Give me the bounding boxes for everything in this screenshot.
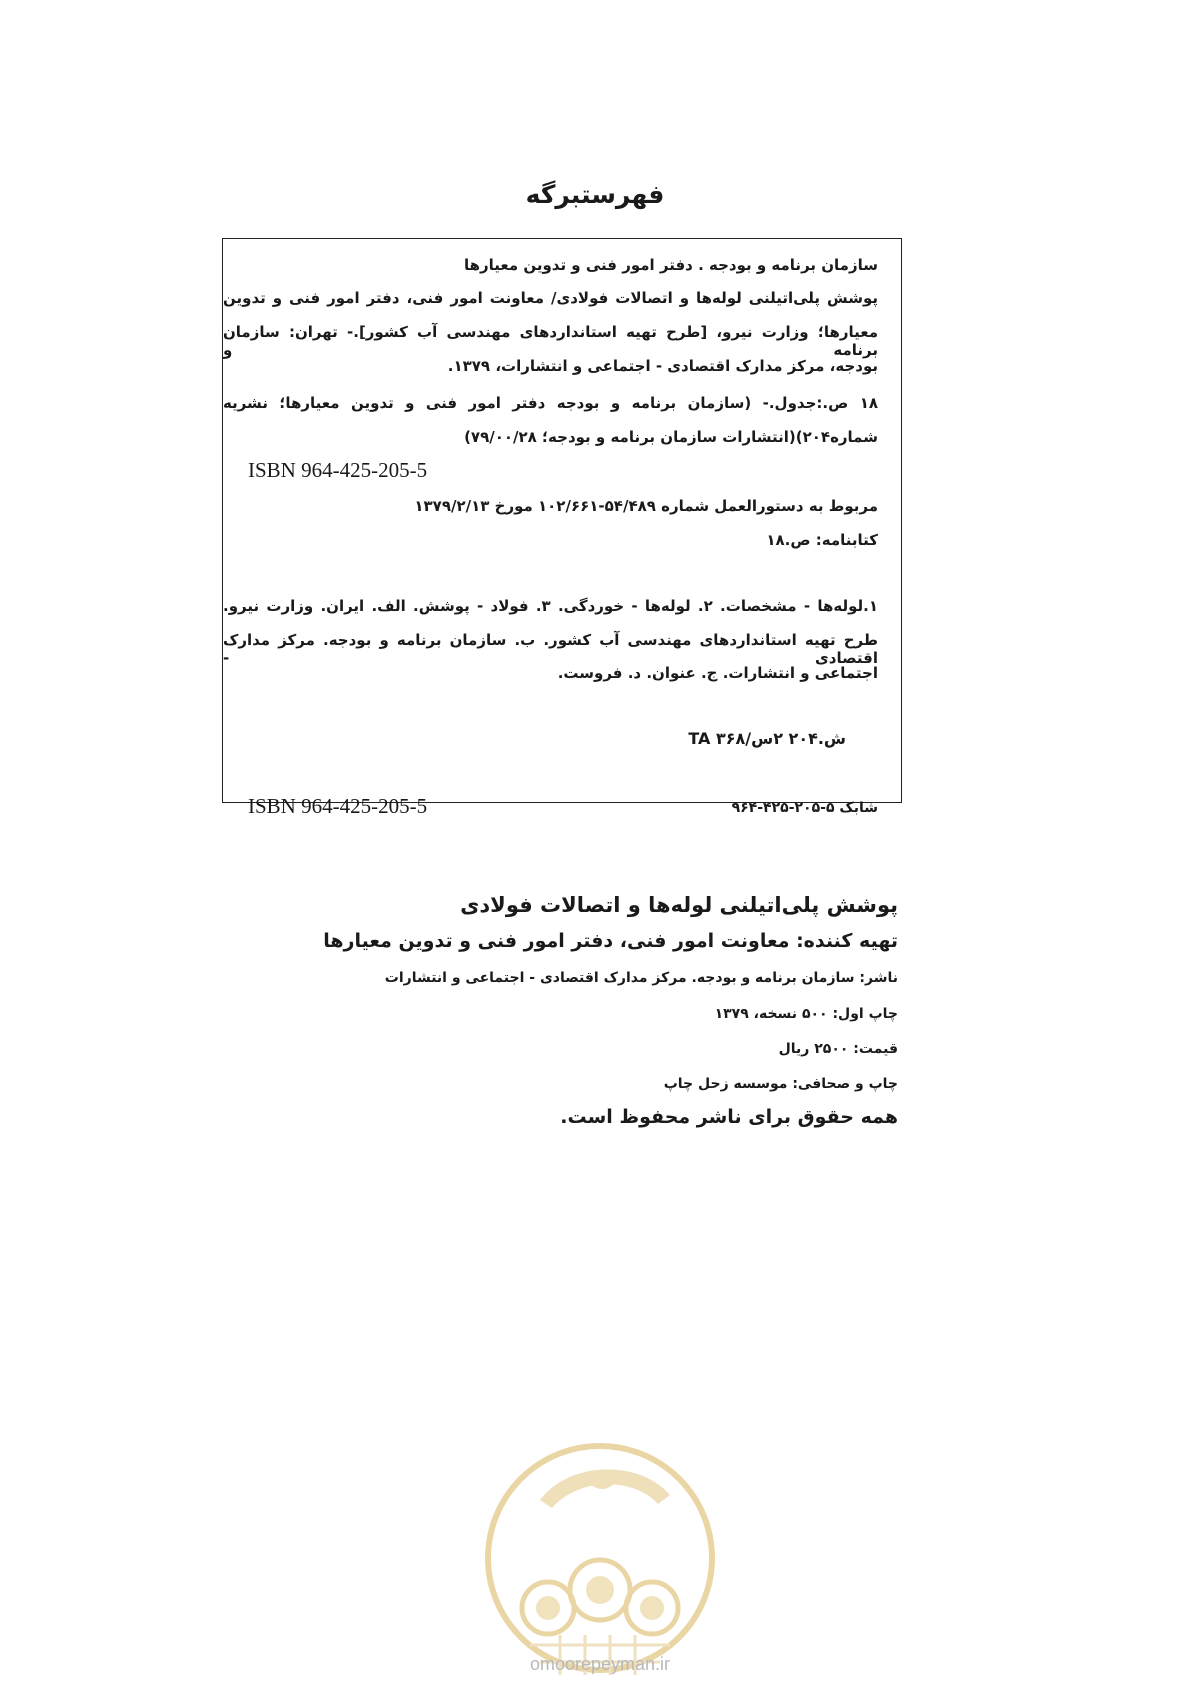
cip-directive-line: مربوط به دستورالعمل شماره ۵۴/۴۸۹-۱۰۲/۶۶۱ مورخ ۱۳۷۹/۲/۱۳ bbox=[414, 497, 878, 515]
imprint-price: قیمت: ۲۵۰۰ ریال bbox=[778, 1041, 898, 1057]
page-title: فهرستبرگه bbox=[525, 180, 665, 209]
cip-author-line: سازمان برنامه و بودجه . دفتر امور فنی و تدوین معیارها bbox=[463, 256, 878, 274]
isbn-footer-latin: ISBN 964-425-205-5 bbox=[248, 794, 428, 818]
cip-call-number: ش.۲۰۴ ۲س/۳۶۸ TA bbox=[688, 729, 846, 748]
cip-subjects-line: اجتماعی و انتشارات. ج. عنوان. د. فروست. bbox=[557, 664, 878, 682]
imprint-edition: چاپ اول: ۵۰۰ نسخه، ۱۳۷۹ bbox=[714, 1006, 898, 1022]
omoore-peyman-seal-icon bbox=[470, 1440, 730, 1685]
imprint-rights: همه حقوق برای ناشر محفوظ است. bbox=[560, 1106, 898, 1128]
cip-bibliography-line: کتابنامه: ص.۱۸ bbox=[766, 531, 878, 549]
cip-isbn: ISBN 964-425-205-5 bbox=[248, 458, 428, 482]
cip-subjects-line: ۱.لوله‌ها - مشخصات. ۲. لوله‌ها - خوردگی. ۳. فولاد - پوشش. الف. ایران. وزارت نیرو. bbox=[223, 597, 878, 615]
imprint-printer: چاپ و صحافی: موسسه زحل چاپ bbox=[663, 1076, 898, 1092]
cip-publication-line: بودجه، مرکز مدارک اقتصادی - اجتماعی و انتشارات، ۱۳۷۹. bbox=[447, 357, 878, 375]
isbn-footer-persian: شابک ۵-۲۰۵-۴۲۵-۹۶۴ bbox=[731, 800, 878, 816]
cip-series-line: ۱۸ ص.:جدول.- (سازمان برنامه و بودجه دفتر امور فنی و تدوین معیارها؛ نشریه bbox=[223, 394, 878, 412]
imprint-preparer: تهیه کننده: معاونت امور فنی، دفتر امور فنی و تدوین معیارها bbox=[323, 930, 898, 952]
watermark-website: omoorepeyman.ir bbox=[529, 1654, 671, 1674]
imprint-book-title: پوشش پلی‌اتیلنی لوله‌ها و اتصالات فولادی bbox=[460, 893, 898, 917]
imprint-publisher: ناشر: سازمان برنامه و بودجه. مرکز مدارک اقتصادی - اجتماعی و انتشارات bbox=[384, 970, 898, 986]
cip-series-line: شماره۲۰۴)(انتشارات سازمان برنامه و بودجه؛ ۷۹/۰۰/۲۸) bbox=[464, 428, 878, 446]
cip-title-line: معیارها؛ وزارت نیرو، [طرح تهیه استانداردهای مهندسی آب کشور].- تهران: سازمان برنامه و bbox=[223, 323, 878, 359]
cip-subjects-line: طرح تهیه استانداردهای مهندسی آب کشور. ب. سازمان برنامه و بودجه. مرکز مدارک اقتصادی - bbox=[223, 631, 878, 667]
cip-title-line: پوشش پلی‌اتیلنی لوله‌ها و اتصالات فولادی/ معاونت امور فنی، دفتر امور فنی و تدوین bbox=[223, 289, 878, 307]
